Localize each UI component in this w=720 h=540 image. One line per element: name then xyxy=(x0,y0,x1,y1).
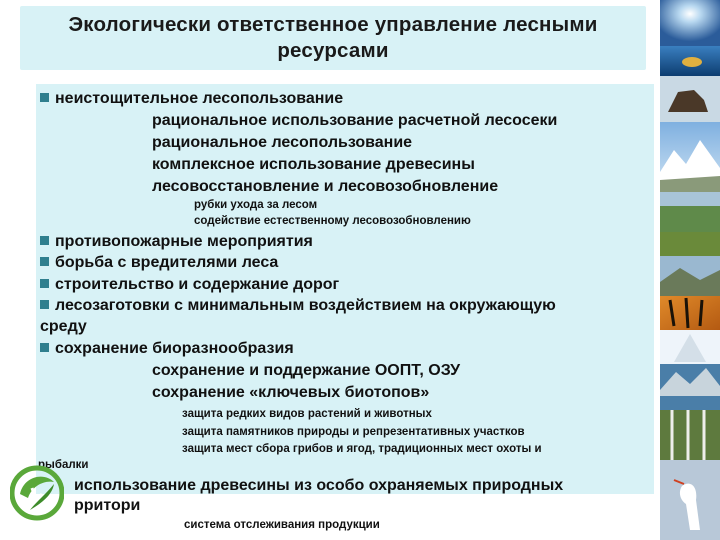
list-item xyxy=(40,276,339,294)
square-bullet-icon xyxy=(40,300,49,309)
slide-title xyxy=(20,12,646,64)
list-item: защита памятников природы и репрезентативных участков xyxy=(182,426,525,438)
list-item-text: борьба с вредителями леса xyxy=(55,254,279,271)
list-item: система отслеживания продукции xyxy=(184,519,380,531)
list-item: сохранение «ключевых биотопов» xyxy=(152,384,430,401)
list-item: комплексное использование древесины xyxy=(152,156,475,173)
square-bullet-icon xyxy=(40,343,49,352)
list-item: рыбалки xyxy=(38,459,89,471)
list-item: содействие естественному лесовозобновлению xyxy=(194,215,471,227)
list-item: рациональное лесопользование xyxy=(152,134,413,151)
slide-title-line-2: ресурсами xyxy=(277,39,389,62)
list-item: лесовосстановление и лесовозобновление xyxy=(152,178,499,195)
list-item: сохранение и поддержание ООПТ, ОЗУ xyxy=(152,362,461,379)
list-item: среду xyxy=(40,318,87,335)
list-item: защита редких видов растений и животных xyxy=(182,408,432,420)
list-item xyxy=(40,254,278,272)
square-bullet-icon xyxy=(40,236,49,245)
list-item: защита мест сбора грибов и ягод, традиционных мест охоты и xyxy=(182,443,542,455)
square-bullet-icon xyxy=(40,257,49,266)
list-item xyxy=(40,233,313,251)
list-item: рубки ухода за лесом xyxy=(194,199,318,211)
list-item: рритори xyxy=(74,497,141,514)
eco-logo-icon xyxy=(10,464,64,522)
list-item xyxy=(40,90,343,108)
list-item xyxy=(40,340,294,358)
list-item-text: строительство и содержание дорог xyxy=(55,276,340,293)
list-item-text: неистощительное лесопользование xyxy=(55,90,344,107)
list-item xyxy=(40,297,556,315)
photo-tree-canopy xyxy=(660,232,720,256)
photo-birch-forest xyxy=(660,410,720,460)
square-bullet-icon xyxy=(40,93,49,102)
list-item-text: лесозаготовки с минимальным воздействием на окружающую xyxy=(55,297,556,314)
list-item-text: сохранение биоразнообразия xyxy=(55,340,294,357)
photo-strip xyxy=(660,0,720,540)
list-item-text: противопожарные мероприятия xyxy=(55,233,313,250)
list-item: использование древесины из особо охраняемых природных xyxy=(74,477,564,494)
list-item: рациональное использование расчетной лесосеки xyxy=(152,112,558,129)
photo-starburst xyxy=(660,0,720,46)
slide-title-line-1: Экологически ответственное управление лесными xyxy=(68,13,598,36)
square-bullet-icon xyxy=(40,279,49,288)
